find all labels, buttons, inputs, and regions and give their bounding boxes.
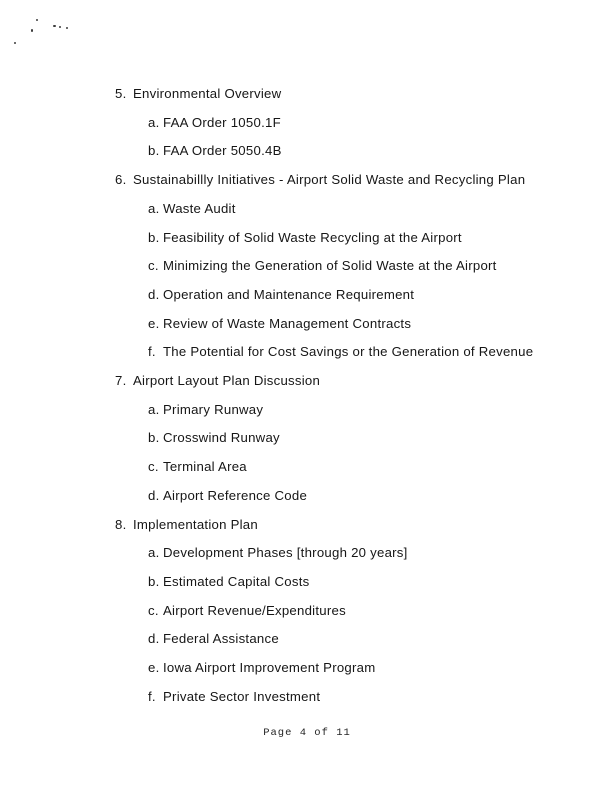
item-label: FAA Order 5050.4B	[163, 143, 282, 159]
item-label: Iowa Airport Improvement Program	[163, 660, 376, 676]
outline-subitem-7d	[0, 482, 614, 511]
item-label: Terminal Area	[163, 459, 247, 475]
item-letter: b.	[148, 573, 160, 589]
item-label: Implementation Plan	[133, 516, 258, 532]
outline-subitem-7c	[0, 453, 614, 482]
outline-item-5	[0, 80, 614, 109]
item-letter: d.	[148, 487, 160, 503]
outline-subitem-6e	[0, 310, 614, 339]
scan-artifact	[53, 25, 56, 27]
item-label: Private Sector Investment	[163, 688, 321, 704]
item-label: Airport Reference Code	[163, 487, 308, 503]
item-label: The Potential for Cost Savings or the Generation of Revenue	[163, 344, 534, 360]
item-letter: f.	[148, 688, 156, 704]
item-label: Primary Runway	[163, 401, 264, 417]
outline-item-7	[0, 367, 614, 396]
item-label: Environmental Overview	[133, 86, 282, 101]
outline-subitem-6f	[0, 338, 614, 367]
outline-list	[0, 80, 614, 711]
scan-artifact	[66, 27, 68, 29]
item-label: Federal Assistance	[163, 631, 279, 647]
item-letter: a.	[148, 200, 160, 216]
item-letter: e.	[148, 315, 160, 331]
item-label: Review of Waste Management Contracts	[163, 315, 412, 331]
item-letter: c.	[148, 258, 159, 274]
item-number: 8.	[115, 516, 127, 532]
outline-subitem-6c	[0, 252, 614, 281]
outline-subitem-8a	[0, 539, 614, 568]
item-letter: a.	[148, 114, 160, 130]
item-letter: f.	[148, 344, 156, 360]
outline-subitem-6d	[0, 281, 614, 310]
item-label: Crosswind Runway	[163, 430, 280, 446]
scan-artifact	[36, 19, 38, 21]
item-letter: a.	[148, 545, 160, 561]
outline-subitem-7b	[0, 424, 614, 453]
outline-subitem-6a	[0, 195, 614, 224]
scan-artifact	[59, 26, 61, 28]
outline-subitem-6b	[0, 224, 614, 253]
item-letter: b.	[148, 430, 160, 446]
outline-subitem-8b	[0, 568, 614, 597]
scan-artifact	[31, 29, 33, 32]
outline-subitem-8d	[0, 625, 614, 654]
item-label: Airport Layout Plan Discussion	[133, 373, 321, 389]
item-label: Estimated Capital Costs	[163, 573, 310, 589]
item-letter: e.	[148, 660, 160, 676]
item-letter: c.	[148, 459, 159, 475]
page-number-text: Page 4 of 11	[263, 727, 351, 739]
item-letter: d.	[148, 286, 160, 302]
item-letter: b.	[148, 229, 160, 245]
item-number: 6.	[115, 172, 127, 188]
item-label: Development Phases [through 20 years]	[163, 545, 408, 561]
item-label: Minimizing the Generation of Solid Waste at the Airport	[163, 258, 497, 274]
outline-subitem-5a	[0, 109, 614, 138]
item-letter: b.	[148, 143, 160, 159]
outline-item-8	[0, 511, 614, 540]
item-letter: c.	[148, 602, 159, 618]
outline-item-6	[0, 166, 614, 195]
item-label: Feasibility of Solid Waste Recycling at the Airport	[163, 229, 462, 245]
item-letter: d.	[148, 631, 160, 647]
item-label: FAA Order 1050.1F	[163, 114, 281, 130]
item-label: Sustainabillly Initiatives - Airport Solid Waste and Recycling Plan	[133, 172, 526, 188]
item-number: 7.	[115, 373, 127, 389]
outline-subitem-8f	[0, 683, 614, 712]
item-label: Waste Audit	[163, 200, 236, 216]
item-letter: a.	[148, 401, 160, 417]
outline-subitem-5b	[0, 137, 614, 166]
outline-subitem-7a	[0, 396, 614, 425]
outline-subitem-8c	[0, 597, 614, 626]
item-label: Airport Revenue/Expenditures	[163, 602, 346, 618]
item-label: Operation and Maintenance Requirement	[163, 286, 415, 302]
page-footer	[0, 726, 614, 740]
item-number: 5.	[115, 86, 127, 101]
scan-artifact	[14, 42, 16, 44]
outline-subitem-8e	[0, 654, 614, 683]
